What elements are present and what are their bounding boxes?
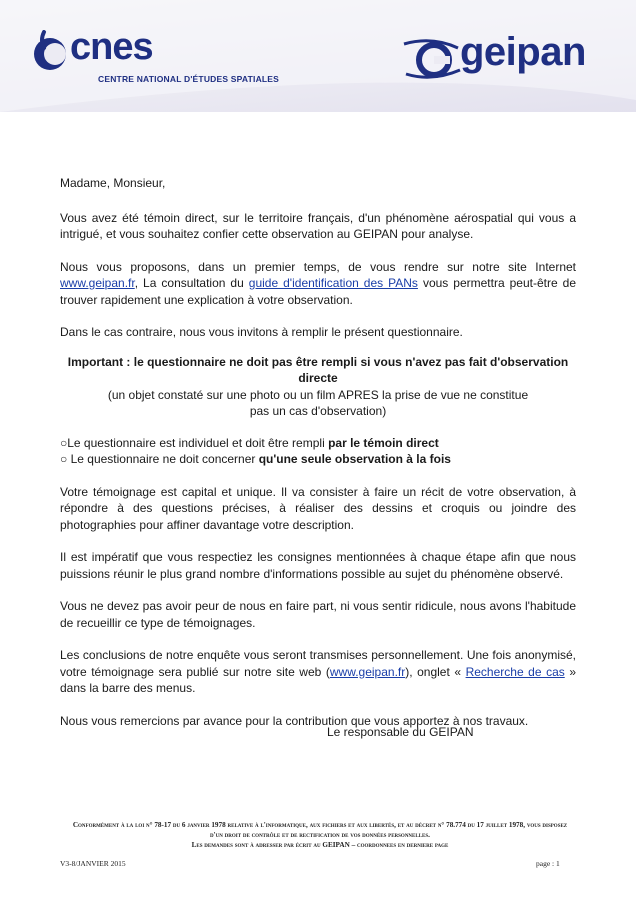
- letterhead-banner: [0, 0, 636, 112]
- geipan-logo: [402, 30, 612, 86]
- bullet-item-1: [60, 435, 576, 452]
- geipan-wordmark: geipan: [460, 30, 586, 74]
- bullet-2-bold: qu'une seule observation à la fois: [258, 452, 451, 466]
- page-number: page : 1: [536, 859, 560, 868]
- legal-notice: [70, 820, 570, 850]
- geipan-emblem-icon: [402, 36, 462, 82]
- signature: Le responsable du GEIPAN: [327, 725, 474, 739]
- paragraph-2-text-c: vous permettra peut-être de trouver rapidement une explication à votre observation.: [60, 276, 576, 307]
- case-search-link[interactable]: Recherche de cas: [465, 664, 565, 679]
- geipan-site-link[interactable]: www.geipan.fr: [60, 276, 135, 290]
- cnes-subtitle: CENTRE NATIONAL D'ÉTUDES SPATIALES: [98, 74, 280, 84]
- identification-guide-link[interactable]: guide d'identification des PANs: [248, 276, 418, 290]
- geipan-site-link-2[interactable]: www.geipan.fr: [329, 664, 406, 679]
- paragraph-7-text-b: ), onglet «: [405, 664, 462, 679]
- paragraph-3: Dans le cas contraire, nous vous invitons à remplir le présent questionnaire.: [60, 325, 463, 339]
- paragraph-2: [60, 259, 576, 309]
- paragraph-2-text-a: Nous vous proposons, dans un premier temps, de vous rendre sur notre site Internet: [60, 259, 576, 274]
- paragraph-1: Vous avez été témoin direct, sur le territoire français, d'un phénomène aérospatial qui vous a intrigué, et vous souhaitez confier cette observation au GEIPAN pour analyse.: [60, 210, 576, 241]
- paragraph-8: Nous vous remercions par avance pour la contribution que vous apportez à nos travaux.: [60, 713, 529, 728]
- legal-line-1: Conformément à la loi n° 78-17 du 6 janvier 1978 relative à l'informatique, aux fichiers et aux libertés, et au décret n° 78.774 du 17 juillet 1978, vous disposez d'un droit de contrôle et de rectification de vos données personnelles.: [72, 821, 568, 839]
- legal-line-2: Les demandes sont à adresser par écrit au GEIPAN – coordonnees en derniere page: [191, 841, 449, 849]
- paragraph-7: [60, 647, 576, 697]
- important-note: (un objet constaté sur une photo ou un film APRES la prise de vue ne constitue pas un cas d'observation): [107, 387, 529, 418]
- paragraph-4: Votre témoignage est capital et unique. Il va consister à faire un récit de votre observation, à répondre à des questions précises, à réaliser des dessins et croquis ou joindre des photographies pour affiner davantage votre description.: [60, 484, 576, 532]
- paragraph-7-text-a: Les conclusions de notre enquête vous seront transmises personnellement. Une fois anonymisé, votre témoignage sera publié sur notre site web (: [60, 648, 576, 679]
- paragraph-5: Il est impératif que vous respectiez les consignes mentionnées à chaque étape afin que nous puissions réunir le plus grand nombre d'informations possible au sujet du phénomène observé.: [60, 550, 576, 581]
- letter-body: [60, 175, 576, 729]
- cnes-logo: [30, 26, 280, 90]
- paragraph-6: Vous ne devez pas avoir peur de nous en faire part, ni vous sentir ridicule, nous avons l'habitude de recueillir ce type de témoignages.: [60, 599, 576, 630]
- cnes-emblem-icon: [30, 30, 74, 74]
- important-notice: Important : le questionnaire ne doit pas être rempli si vous n'avez pas fait d'observation directe: [67, 354, 569, 385]
- bullet-1-text: ○Le questionnaire est individuel et doit être rempli: [60, 435, 325, 450]
- cnes-wordmark: cnes: [70, 26, 153, 68]
- greeting: Madame, Monsieur,: [60, 176, 166, 190]
- paragraph-2-text-b: , La consultation du: [134, 276, 244, 290]
- bullet-2-text: ○ Le questionnaire ne doit concerner: [60, 452, 256, 466]
- document-version: V3-8/JANVIER 2015: [60, 859, 126, 868]
- bullet-1-bold: par le témoin direct: [328, 435, 439, 450]
- bullet-item-2: [60, 451, 576, 468]
- paragraph-7-text-c: » dans la barre des menus.: [60, 664, 576, 695]
